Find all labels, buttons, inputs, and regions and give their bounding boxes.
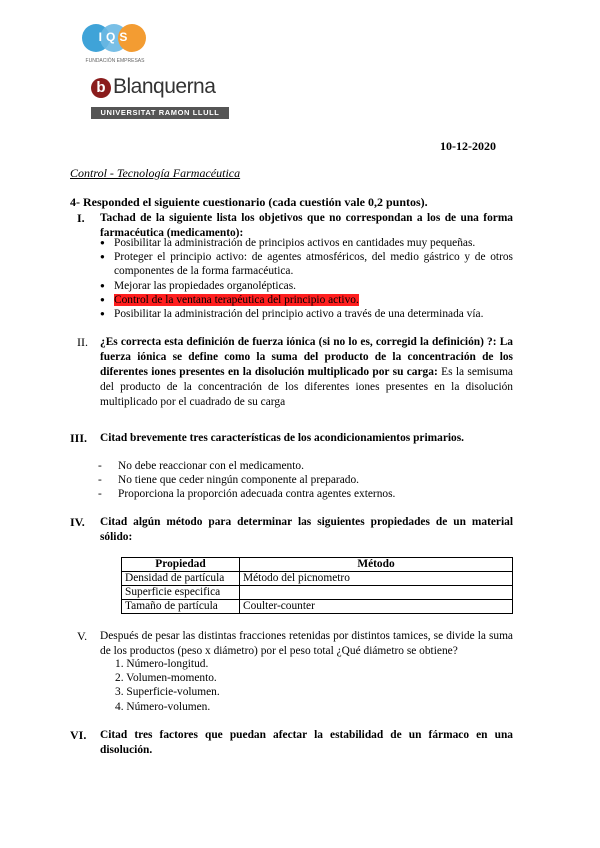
- q5-number: V.: [77, 629, 88, 643]
- table-cell: Método del picnometro: [240, 572, 513, 586]
- table-cell: Coulter-counter: [240, 600, 513, 614]
- q1-text: Tachad de la siguiente lista los objetivos que no correspondan a los de una forma farmacéutica (medicamento):: [100, 212, 513, 239]
- list-item-highlighted: [100, 293, 513, 307]
- list-item: ● Proteger el principio activo: de agentes atmosféricos, del medio gástrico y de otros componentes de la forma farmacéutica.: [100, 250, 513, 278]
- q4-number: IV.: [70, 515, 85, 529]
- option-item: 3. Superficie-volumen.: [115, 686, 220, 699]
- q3-list: [98, 459, 511, 502]
- header-metodo: Método: [240, 558, 513, 572]
- list-item: ● Posibilitar la administración del principio activo a través de una determinada vía.: [100, 307, 513, 321]
- q5-text: Después de pesar las distintas fracciones retenidas por distintos tamices, se divide la suma de los productos (peso x diámetro) por el peso total ¿Qué diámetro se obtiene?: [100, 630, 513, 657]
- option-item: 1. Número-longitud.: [115, 658, 209, 670]
- table-cell: [240, 586, 513, 600]
- q1-number: I.: [77, 211, 85, 225]
- table-row: [122, 586, 513, 600]
- q3-number: III.: [70, 431, 88, 445]
- exam-date: 10-12-2020: [440, 139, 496, 153]
- highlighted-answer: Control de la ventana terapéutica del principio activo.: [114, 293, 359, 306]
- table-cell: Superficie especifica: [122, 586, 240, 600]
- table-row: [122, 600, 513, 614]
- section-title: 4- Responded el siguiente cuestionario (cada cuestión vale 0,2 puntos).: [70, 195, 428, 209]
- iqs-logo-text: IQS: [98, 30, 132, 44]
- option-item: 4. Número-volumen.: [115, 700, 211, 713]
- q6-text: Citad tres factores que puedan afectar la estabilidad de un fármaco en una disolución.: [100, 729, 513, 756]
- properties-table: [121, 557, 513, 614]
- list-item: ● Mejorar las propiedades organolépticas.: [100, 279, 513, 293]
- list-item: - No tiene que ceder ningún componente al preparado.: [98, 473, 511, 487]
- list-item: - Proporciona la proporción adecuada contra agentes externos.: [98, 487, 511, 501]
- header-propiedad: Propiedad: [122, 558, 240, 572]
- option-item: 2. Volumen-momento.: [115, 672, 217, 685]
- table-cell: Densidad de partícula: [122, 572, 240, 586]
- q2-number: II.: [77, 335, 88, 349]
- q4-text: Citad algún método para determinar las siguientes propiedades de un material sólido:: [100, 516, 513, 543]
- q5-options: [115, 657, 220, 714]
- iqs-subtitle: FUNDACIÓN EMPRESAS: [85, 58, 145, 64]
- blanquerna-name: Blanquerna: [113, 75, 216, 98]
- university-banner: UNIVERSITAT RAMON LLULL: [91, 107, 229, 119]
- q2-question: ¿Es correcta esta definición de fuerza iónica (si no lo es, corregid la definición) ?: La fuerza iónica se define como la suma del producto de la concentración de los diferentes iones presentes en la disolución multiplicado por su carga:: [100, 336, 513, 378]
- q6-number: VI.: [70, 728, 87, 742]
- course-title: Control - Tecnología Farmacéutica: [70, 166, 241, 180]
- q3-text: Citad brevemente tres características de los acondicionamientos primarios.: [100, 432, 465, 444]
- q2-answer: Es la semisuma del producto de la concentración de los diferentes iones presentes en la disolución multiplicado por el cuadrado de su carga: [100, 366, 513, 408]
- q1-list: [100, 236, 513, 321]
- table-row: [122, 572, 513, 586]
- q2-block: [100, 335, 513, 410]
- table-cell: Tamaño de partícula: [122, 600, 240, 614]
- list-item: ● Posibilitar la administración de principios activos en cantidades muy pequeñas.: [100, 236, 513, 250]
- table-header-row: [122, 558, 513, 572]
- blanquerna-logo: [91, 75, 231, 124]
- list-item: - No debe reaccionar con el medicamento.: [98, 459, 511, 473]
- blanquerna-mark: b: [91, 78, 111, 98]
